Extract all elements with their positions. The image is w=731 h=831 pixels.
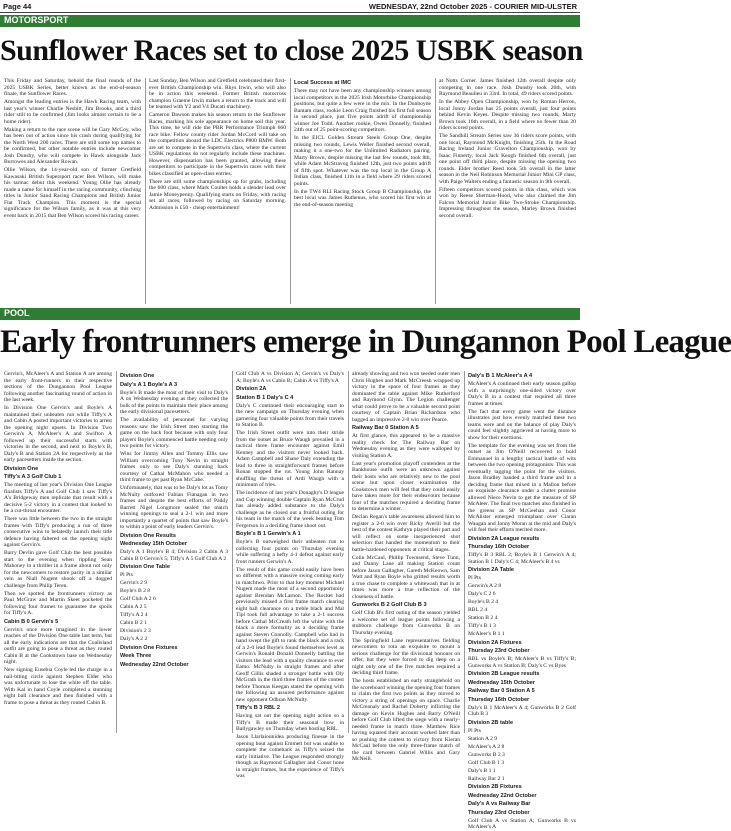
subheading: Daly's B 1 McAleer's A 4 xyxy=(468,373,533,379)
paragraph: Golf Club B's first outing of the season yielded a welcome set of league points following a stubborn challenge from Gunworks B on Thursday evening. xyxy=(352,610,460,636)
subheading: Tiffy's B 1 3 xyxy=(468,623,496,629)
subheading: Thursday 23rd October xyxy=(468,648,530,654)
paragraph: Then we spotted the frontrunners victory as Paul McGraw and Martin Skeet pocketed the following four frames to guarantee the spoils for Tiffy's A. xyxy=(4,590,112,616)
subheading: Tiffy's B 3 RBL 2 xyxy=(236,705,281,711)
paragraph: Cameron Dawson makes his season return to the Sunflower Races, marking his sole appearance on home soil this year. This time, he will ride the PBR Performance Triumph 660 race bike. Fellow county rider Jordan McCord will take on the competition aboard the LDC Electrics P800 BMW. Both are set to compete in the Supertwin class, where the current USBK regulations do not regularly include these machines. However, dispensation has been granted, allowing these competitors to participate in the Supertwin races with their bikes classified as open-class entries. xyxy=(149,112,286,177)
subheading: Wednesday 22nd October xyxy=(468,792,537,799)
subheading: Gunworks B 2 3 xyxy=(468,751,505,758)
subheading: Station A 2 9 xyxy=(468,735,498,742)
dateline: WEDNESDAY, 22nd October 2025 - COURIER MID-ULSTER xyxy=(368,2,577,11)
subheading: Local Success at IMC xyxy=(294,80,352,86)
article-column xyxy=(290,78,431,304)
subheading: Daly's A 1 Boyle's A 3 xyxy=(120,381,178,388)
subheading: Daly's C 2 6 xyxy=(468,591,496,597)
paragraph: Tiffy's B 3 RBL 2; Boyle's B 1 Gerwin's A 4; Station B 1 Daly's C 4; McAleer's B 4 vs xyxy=(468,552,576,565)
subheading: Division One xyxy=(120,373,155,379)
subheading: Gervin's 2 9 xyxy=(120,580,148,586)
subheading: Golf Club B 1 3 xyxy=(468,759,505,766)
motorsport-section-bar xyxy=(0,15,580,27)
subheading: Boyle's B 1 Gerwin's A 1 xyxy=(236,531,301,537)
subheading: Division 2A Fixtures xyxy=(468,639,522,646)
article-column xyxy=(435,78,576,304)
paragraph: Amongst the leading entries is the Hawk Racing team, with last year's winner Charlie Nesbitt, Jim Brooks, and a third rider still to be confirmed (Jim looks almost certain to be a home rider). xyxy=(4,99,141,125)
paragraph: Daly's A 1 Boyle's B 4; Division 2 Cabin A 3 Cabin B 0 Gervin's 5; Tiffy's A 5 Golf Club A 2 xyxy=(120,549,228,562)
subheading: Wednesday 22nd October xyxy=(120,661,189,668)
subheading: Division One Table xyxy=(120,564,170,570)
subheading: Gunworks B 2 Golf Club B 3 xyxy=(352,602,427,608)
paragraph: Boyle's B outweighed their unbeaten run to collecting four points on Thursday evening while suffering a hefty 4-1 defeat against early front runners Gerwin's A. xyxy=(236,539,344,565)
subheading: Railway Bar 0 Station A 5 xyxy=(352,425,419,431)
subheading: Pl Pts xyxy=(120,572,133,578)
paragraph: Daly's B 1 McAleer's A 4; Gunworks B 2 Golf Club B 3 xyxy=(468,704,576,717)
subheading: Railway Bar 2 1 xyxy=(468,775,505,782)
article-column xyxy=(4,371,112,733)
subheading: Division One xyxy=(4,465,39,472)
paragraph: The template for the evening was set from the outset as Jim O'Neill recovered to hold Emmanuel in a lengthy tactical battle of wits between the two opening protagonists. This was eventually tagging the point for the visitors. Jason Bradley handed a third frame and in a deciding frame that mixed in a Mallon before an exquisite clearance under a clutter promise allowed Niece Nevin to get the measure of SP McAleer. The final two matches also finished in the greens as SP McGeehan and Conor McAlister emerged triumphant over Ciaran Waugan and Jonny Moran at the mid and Daly's will feel their efforts merited more. xyxy=(468,442,576,533)
paragraph: The meeting of last year's Division One League finalists Tiffy's A and Golf Club 1 saw Tiffy's A's Bridgeway men replicate that result with a decisive 5-2 victory in a contest that looked to be a cut-throat encounter. xyxy=(4,482,112,514)
paragraph: The Sandhill Stream Series saw 36 riders score points, with one local, Raymond McKnight, finishing 25th. In the Road Racing Ireland Junior Gravelton Championship, won by Isaac Finnerty, local Jack Keogh finished 6th overall, just one point off third place, despite missing the opening two rounds. Elder brother Reed took 5th overall in the latter season in the Neil Robinson Memorial Junior Mini GP class, with Paige Walters ending a fantastic season in 9th overall. xyxy=(439,133,576,185)
paragraph: at Notts Corner. James finished 12th overall despite only competing in one race. Josh Dunsby took 26th, with Raymond Beaulieu in 33rd. In total, 49 riders scored points. xyxy=(439,78,576,97)
subheading: Division 2A xyxy=(236,386,267,392)
paragraph: The hosts established an early stranglehold on the scoreboard winning the opening four frames to claim the first two points as they moved to victory a string of openings on space. Charlie McCreanaly and Rachel Doherty inflicting the damage on Kevin Hughes and Barry O'Neill before Golf Club lifted the siege with a nearly-needed frame in match three. Matthew Rice having squared their account worked later than so pushing the contest to victory from Kieran McCaul before the only three-frame match of the card between Gabriel Willis and Gary McNeill. xyxy=(352,678,460,762)
subheading: Daly's A 2 2 xyxy=(120,636,148,642)
subheading: Division One Results xyxy=(120,532,176,539)
page-number: Page 44 xyxy=(3,2,32,11)
subheading: Division's 2 3 xyxy=(120,628,151,634)
paragraph: RBL vs Boyle's B; McAleer's B vs Tiffy's B; Gunworks A vs Station B; Daly's C vs Byes xyxy=(468,656,576,669)
subheading: Boyle's B 2 4 xyxy=(468,599,499,605)
paragraph: There may not have been any championship winners among local competitors in the 2025 Irish Motorbike Championship positions, but quite a few were in the mix. In the Dunboyne Bantam class, rookie Leon Craig finished his first full season in second place, just five points adrift of championship winner Joe Todd. Another rookie, Owen Donnelly, finished 24th out of 25 point-scoring competitors. xyxy=(294,88,431,133)
paragraph: Ollie Wilson, the 14-year-old son of former Gretfield Kawasaki British Supersport racer Ben Wilson, will make his tarmac debut this weekend. Young Ollie has already made a name for himself in the racing community, clinching titles in Junior Sand Racing Champions and British Junior Flat Track Champion. This moment is the special significance for the Wilson family, as it was at this very event back in 2015 that Ben Wilson scored his racing career. xyxy=(4,167,141,219)
subheading: Daly's B 1 1 xyxy=(468,767,496,774)
paragraph: The result of this game could easily have been so different with a massive swing coming early in matchtwo. Prior to that key moment Michael Nugent made the most of a second opportunity against Brendan McLarnon. The Rocket had previously missed a first frame match clearing eight ball clearance on a treble black and Mal Tipi took full advantage to take a 2-1 success before Cathal McCreath left the white with the black a mere formality as a deciding frame against Steven Connolly. Campbell who had in hand swept the gift to rank the black and a rack of a 2-0 lead Boyle's found themselves level as Gerwin's Ronald Donald Donnelly battling the visitors the lead with a quality clearance to ever Eamo. McNulty in straight frames and after Geoff Gillis shaded a stronger battle with Oly McGrath in the third three frames of the contest before Thomas Keegan stated the opening with the following an assured performance against new opponent Odhran McNulty. xyxy=(236,566,344,703)
paragraph: At first glance, this appeared to be a massive reality check for The Railway Bar on Wednesday evening as they were walloped by visiting Station A. xyxy=(352,433,460,459)
paragraph: Golf Club A vs Division A; Gervin's vs Daly's A; Boyle's A vs Cabin B; Cabin A vs Tiffy's A xyxy=(236,371,344,384)
paragraph: Unfortunately, that was to be Daly's lot as Tomy McNulty outfoxed Fabian Flanagan in two frames and despite the best efforts of Paddy Barrett Nigel Longmore sealed the match winning openings to seal a 2-1 win and more importantly a quartet of points that saw Boyle's to within a point of early leaders Gervin's. xyxy=(120,485,228,530)
subheading: Thursday 23rd October xyxy=(468,809,530,816)
paragraph: The incidence of last year's Donaghy's D league and Cup winning double Captain Ryan McCrud has already added substance to the Daly's challenge as he closed out a fruitful outing for his team in the match of the week beating Tom Fergerson in a deciding frame shoot out. xyxy=(236,490,344,529)
motorsport-headline: Sunflower Races set to close 2025 USBK season xyxy=(0,34,583,67)
paragraph: The Springfield Lane representatives fielding newcomers to rota an exquisite to mount a serious challenge for the divisional honours on offer, but they were forced to dig deep on a night only one of the five matches required a deciding third frame. xyxy=(352,637,460,676)
subheading: Division 2B table xyxy=(468,719,514,726)
paragraph: McAleer's A continued their early season gallop with a surprisingly one-sided victory over Daly's B in a contest that required all three frames at times. xyxy=(468,381,576,407)
paragraph: Making a return to the race scene will be Gary McCoy, who has been out of action since his crash during qualifying for the North West 200 races. There are still some top names to be confirmed, but other notable entries include newcomer Josh Dunsby, who will compete in Hawk alongside Jack Burrowes and Alexander Rowan. xyxy=(4,126,141,165)
motorsport-section-label: MOTORSPORT xyxy=(4,15,69,25)
paragraph: New signing Eusebia Coyle led the charge in a nail-biting circle against Stephen Elder who was unfortunate to lose the white off the table. With Kal in hand Coyle completed a stunning eight ball clearance and then finished with a frame to pose a threat as they routed Cabin B. xyxy=(4,667,112,706)
paragraph: Jason Llarlaiounidea producing finesse in the opening bout against Emmett but was unable to complete the comeback as Tiffy's seized the early initiative. The League responded strongly though as Raymond Gallagher and Conor hone in straight frames, but the experience of Tiffy's was xyxy=(236,734,344,779)
subheading: Cabin B 0 Gervin's 5 xyxy=(4,618,59,625)
article-column xyxy=(145,78,286,304)
paragraph: Gervin's, McAleer's A and Station A are among the early front-runners in their respective sections of the Dungannon Pool League following another fascinating round of action in the last week. xyxy=(4,371,112,403)
paragraph: The Irish Street outfit were into their stride from the outset as Bruce Waugh prevailed in a tactical three frame encounter against Emil Kenney and the visitors never looked back. Adam Campbell and Shane Daly extending the lead to three in straightforward frames before Ronan stopped the rot. Young John Rannay shuffling the threat of Ardi Waugh with a minimum of tries. xyxy=(236,430,344,488)
article-column xyxy=(232,371,344,779)
subheading: Week Three xyxy=(120,653,152,659)
paragraph: Fifteen competitors scored points in this class, which was won by Reese Sherman-Hood, who also claimed the Jim Falcon Memorial Junior Bike Two-Stroke Championship. Impressing throughout the season, Marley Brown finished second overall. xyxy=(439,186,576,219)
subheading: Daly's A vs Railway Bar xyxy=(468,801,531,807)
subheading: Division 2A Table xyxy=(468,567,515,573)
subheading: Cabin B 2 1 xyxy=(120,620,147,626)
subheading: Division 2A League results xyxy=(468,535,540,542)
paragraph: Last Sunday, Ben Wilson and Gretfield celebrated their first-ever British Championship win. Rhys Irwin, who will also be in action this weekend. Former British motocross champion Graeme Irwin makes a return to the track and will be teamed with Y2 and V4 Ducati machinery. xyxy=(149,78,286,110)
subheading: Station B 2 4 xyxy=(468,615,498,621)
article-column xyxy=(348,371,460,762)
paragraph: Barry Devlin gave Golf Club the best possible start to the evening when rippling Sean Mahoney in a thriller in a frame about not only for the newcomers to restore parity in a similar vein as Niall Nugent shook off a dogged challenge from Philip Teren. xyxy=(4,550,112,589)
paragraph: This Friday and Saturday, behold the final rounds of the 2025 USBK Series, better known as the end-of-season finale, the Sunflower Races. xyxy=(4,78,141,97)
paragraph: Daly's C continued their encouraging start to the new campaign on Thursday evening when garnering four valuable points from their travels to Station B. xyxy=(236,402,344,428)
subheading: Thursday 16th October xyxy=(468,544,530,550)
paragraph: Declan Regan's table awareness allowed him to register a 2-0 win over Ricky Averill but the best of the contest Kathryn played their part and will reflect on some inexperienced shot selection that handed the momentum to their battle-hardened opponents at critical stages. xyxy=(352,514,460,553)
article-column xyxy=(4,78,141,304)
pool-article xyxy=(4,371,576,830)
subheading: Tiffy's A 2 4 xyxy=(120,612,148,618)
subheading: Railway Bar 0 Station A 5 xyxy=(468,688,535,694)
subheading: Tiffy's A 3 Golf Club 1 xyxy=(4,474,62,480)
subheading: Division 2B Fixtures xyxy=(468,784,522,790)
subheading: Division One Fixtures xyxy=(120,644,178,651)
subheading: Division 2B League results xyxy=(468,671,540,677)
pool-headline: Early frontrunners emerge in Dungannon Pool League xyxy=(0,324,731,360)
paragraph: The fact that every game went the distance illustrates just how evenly matched these two teams were and on the balance of play Daly's could feel slightly aggrieved at having more to show for their exertions. xyxy=(468,408,576,441)
pool-section-label: POOL xyxy=(4,308,30,318)
subheading: Boyle's B 2 8 xyxy=(120,588,151,594)
paragraph: In the TW4 RLI Racing Stock Group B Championship, the best local was James Ruthenus, who scored his first win at the end-of-season meeting xyxy=(294,188,431,208)
paragraph: Gervin's once more imagined in the lower reaches of the Division One table last term, but all the early indications are that the Coalisland outfit are going to pose a threat as they routed Cabin B at the Cookstown base on Wednesday night. xyxy=(4,626,112,665)
subheading: Thursday 16th October xyxy=(468,696,530,703)
subheading: Wednesday 15th October xyxy=(120,541,188,547)
paragraph: In the EICL Golden Stream Steels Group One, despite missing two rounds, Lewis Weller finished second overall, making it a one-two for the Unlimited Radiators pairing. Marty Brown, despite missing the last few rounds, took 8th, while Adam McStravog finished 12th, just two points adrift of fifth spot. Whatever was the top local in the Group A Indian class, finished 11th in a field where 29 riders scored points. xyxy=(294,135,431,187)
subheading: Pl Pts xyxy=(468,575,481,581)
article-column xyxy=(464,371,576,830)
paragraph: In the Abbey Open Championship, won by Roman Herron, local Jonny Jordan has 25 points overall, just four points behind Kevin Keyes. Despite missing two rounds, Marty Brown took 16th overall, in a field where no fewer than 20 riders scored points. xyxy=(439,99,576,131)
paragraph: Having sat out the opening night action so a Tiffy's B made their seasonal bow in Ballygawley on Thursday when hosting RBL. xyxy=(236,713,344,732)
article-column xyxy=(116,371,228,733)
pool-section-bar xyxy=(0,308,580,320)
subheading: Cabin A 2 5 xyxy=(120,604,147,610)
paragraph: Last year's promotion playoff contenders at the Bankhouse outfit were an unknown against their hosts who are relatively new to the pool scene but upon closer examination the Cookstown men will feel that they could easily have taken more for their endeavours because four of the matches required a deciding frame to determine a winner. xyxy=(352,460,460,512)
paragraph: already showing and two won seeded outer men Chris Hughes and Mark McCreesh wrapped up victory in the space of four frames as they dominated the table against Mike Rutherford and Raymond Glynn. The Legion challenger what could prove to be a valuable second point courtesy of Captain Brian Richardson who bagged an impressive 2-0 win over Pearce. xyxy=(352,371,460,423)
paragraph: The availability of personnel for varying reasons saw the Irish Street men starting the game on the back foot because with only four players Boyle's commenced battle needing only two points for victory. xyxy=(120,417,228,449)
subheading: RBL 2 4 xyxy=(468,607,488,613)
page-header xyxy=(0,0,580,13)
paragraph: In Division One Gervin's and Boyle's A maintained their unbeaten run while Tiffy's A and Cabin A posted important victories to arrest the opening night upsets. In Division Two Gerwin's A, McAleer's A and Swifton A followed up their successful starts with victories in the second, and next to Boyle's B, Daly's B and Station 2A for respectively as the early pacesetters inside the section. xyxy=(4,405,112,463)
paragraph: Golf Club A vs Station A; Gunworks B vs McAleer's A xyxy=(468,817,576,830)
paragraph: Wins for Jimmy Allen and Tommy Ellis saw William overcoming Tony Nevin in straight frames only to see Daly's stunning back courtesy of Cathal McMahon who needed a third frame to get past Ryan McCabe. xyxy=(120,451,228,483)
paragraph: Colin McCaul, Phillip Townsend, Steve Tunn, and Danny Lane all making Station count before Jason Gallagher, Gareth McKeown, Sam Watt and Ryan Boyle who gritted results worth a true chase to complete a whitewash that in at times was more a true reflection of the closeness of battle. xyxy=(352,554,460,600)
subheading: Pl Pts xyxy=(468,727,481,734)
subheading: Wednesday 15th October xyxy=(468,679,536,686)
paragraph: There are still some championships up for grabs, including the 600 class, where Mark Coulter holds a slender lead over Jamie Moneypenny. Qualifying starts on Friday, with racing set all races, followed by racing on Saturday morning. Admission is £50 - cheap entertainment! xyxy=(149,178,286,211)
subheading: Golf Club A 2 6 xyxy=(120,596,156,602)
paragraph: Boyle's B made the most of their visit to Daly's A on Wednesday evening as they collected the bulk of the points to maintain their place among the early divisional pacesetters. xyxy=(120,389,228,415)
paragraph: There was little between the two in the straight frames with Tiffy's producing a run of three consecutive wins to belatedly launch their title defence having faltered on the opening night against Gervin's. xyxy=(4,516,112,548)
subheading: McAleer's A 2 8 xyxy=(468,743,505,750)
subheading: Gerwin's A 2 8 xyxy=(468,583,502,589)
motorsport-article xyxy=(4,78,576,304)
subheading: McAleer's B 1 1 xyxy=(468,631,505,637)
subheading: Station B 1 Daly's C 4 xyxy=(236,394,294,401)
